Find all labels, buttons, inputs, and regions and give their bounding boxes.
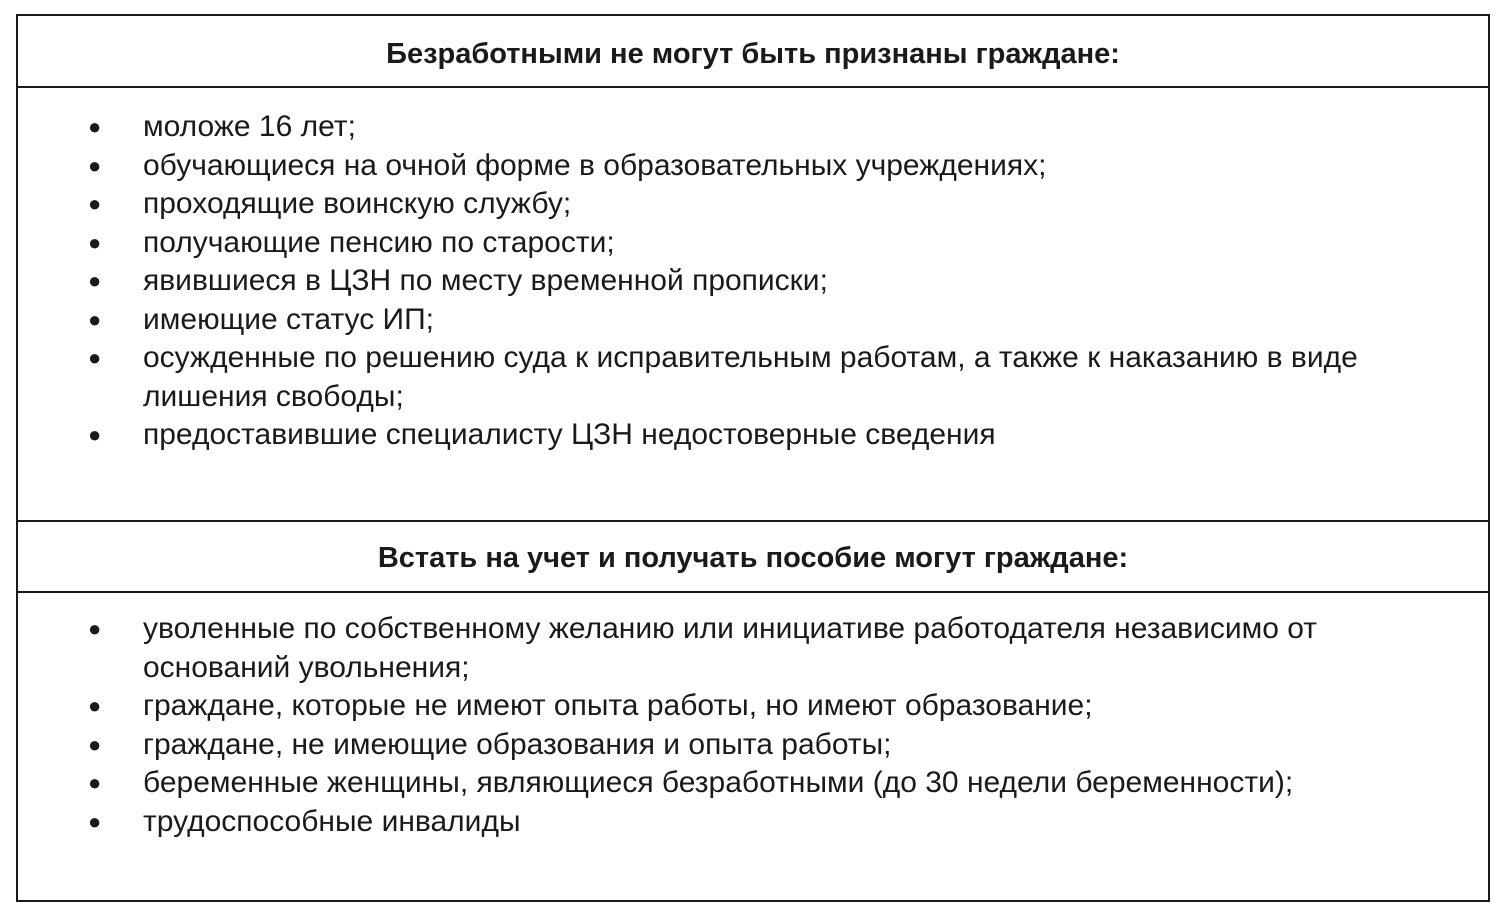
list-item-text: граждане, которые не имеют опыта работы, но имеют образование; bbox=[143, 689, 1093, 722]
list-item bbox=[18, 185, 1488, 224]
list-item bbox=[18, 108, 1488, 147]
section-2-header: Встать на учет и получать пособие могут граждане: bbox=[377, 542, 1129, 574]
section-1-body bbox=[18, 88, 1488, 520]
list-item-text: обучающиеся на очной форме в образовательных учреждениях; bbox=[143, 148, 1047, 182]
list-item bbox=[18, 610, 1488, 687]
list-item-text: проходящие воинскую службу; bbox=[143, 187, 572, 220]
list-item bbox=[18, 764, 1488, 803]
bullet-icon: ● bbox=[88, 345, 102, 370]
list-item bbox=[18, 301, 1488, 340]
list-item-text: уволенные по собственному желанию или инициативе работодателя независимо от оснований увольнения; bbox=[143, 612, 1318, 684]
bullet-icon: ● bbox=[88, 616, 102, 641]
list-item-text: предоставившие специалисту ЦЗН недостоверные сведения bbox=[143, 418, 996, 451]
bullet-icon: ● bbox=[88, 422, 102, 447]
bullet-icon: ● bbox=[88, 229, 102, 255]
section-2-body bbox=[18, 593, 1488, 900]
bullet-icon: ● bbox=[88, 114, 102, 139]
list-item-text: осужденные по решению суда к исправительным работам, а также к наказанию в виде лишения свободы; bbox=[143, 341, 1358, 413]
section-1-list bbox=[18, 108, 1488, 455]
bullet-icon: ● bbox=[88, 808, 102, 834]
list-item bbox=[18, 224, 1488, 263]
bullet-icon: ● bbox=[88, 770, 102, 795]
bullet-icon: ● bbox=[88, 268, 102, 293]
bullet-icon: ● bbox=[88, 693, 102, 718]
list-item-text: граждане, не имеющие образования и опыта работы; bbox=[143, 727, 892, 761]
bullet-icon: ● bbox=[88, 152, 102, 178]
section-2-list bbox=[18, 610, 1488, 841]
section-1-header: Безработными не могут быть признаны граждане: bbox=[386, 38, 1120, 70]
list-item-text: моложе 16 лет; bbox=[143, 110, 356, 143]
list-item bbox=[18, 803, 1488, 842]
list-item-text: получающие пенсию по старости; bbox=[143, 225, 615, 259]
list-item-text: трудоспособные инвалиды bbox=[143, 804, 521, 838]
list-item-text: беременные женщины, являющиеся безработными (до 30 недели беременности); bbox=[143, 766, 1294, 799]
list-item bbox=[18, 726, 1488, 765]
list-item bbox=[18, 416, 1488, 455]
bullet-icon: ● bbox=[88, 306, 102, 332]
list-item-text: явившиеся в ЦЗН по месту временной прописки; bbox=[143, 264, 828, 297]
bullet-icon: ● bbox=[88, 191, 102, 216]
list-item-text: имеющие статус ИП; bbox=[143, 302, 434, 336]
info-table bbox=[16, 14, 1490, 902]
list-item bbox=[18, 339, 1488, 416]
list-item bbox=[18, 687, 1488, 726]
section-divider bbox=[18, 520, 1488, 522]
bullet-icon: ● bbox=[88, 731, 102, 757]
list-item bbox=[18, 262, 1488, 301]
list-item bbox=[18, 147, 1488, 186]
